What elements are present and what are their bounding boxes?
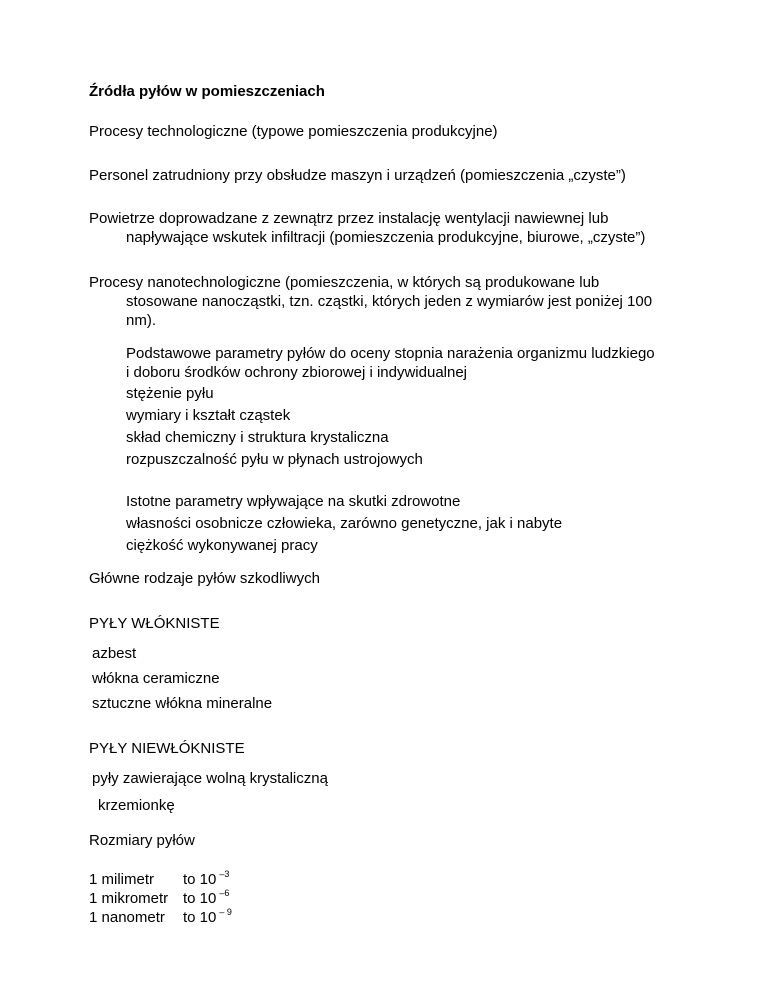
paragraph-line: napływające wskutek infiltracji (pomieszczenia produkcyjne, biurowe, „czyste”) [126,229,646,246]
fibrous-dusts-heading: PYŁY WŁÓKNISTE [89,615,220,632]
size-exponent: –3 [219,869,230,879]
list-item: krzemionkę [98,797,175,814]
list-item: wymiary i kształt cząstek [126,407,291,424]
paragraph-nanotechnology [89,273,689,330]
list-item: własności osobnicze człowieka, zarówno genetyczne, jak i nabyte [126,515,563,532]
size-row [89,889,232,908]
paragraph-line: stosowane nanocząstki, tzn. cząstki, których jeden z wymiarów jest poniżej 100 [126,293,653,310]
size-row [89,870,232,889]
dust-sizes-table [89,870,232,927]
size-unit: 1 milimetr [89,871,155,888]
size-row [89,908,232,927]
list-item: sztuczne włókna mineralne [92,695,273,712]
size-base: to 10 [183,909,217,926]
dust-sizes-heading: Rozmiary pyłów [89,832,195,849]
paragraph-line: Powietrze doprowadzane z zewnątrz przez instalację wentylacji nawiewnej lub [89,210,609,227]
paragraph-technological-processes: Procesy technologiczne (typowe pomieszczenia produkcyjne) [89,123,498,140]
paragraph-supply-air [89,209,689,247]
paragraph-line: nm). [126,312,156,329]
paragraph-personnel: Personel zatrudniony przy obsłudze maszyn i urządzeń (pomieszczenia „czyste”) [89,167,626,184]
paragraph-line: Procesy nanotechnologiczne (pomieszczenia, w których są produkowane lub [89,274,600,291]
list-item: pyły zawierające wolną krystaliczną [92,770,328,787]
non-fibrous-dusts-heading: PYŁY NIEWŁÓKNISTE [89,740,245,757]
size-unit: 1 mikrometr [89,890,169,907]
list-item: stężenie pyłu [126,385,214,402]
list-item: skład chemiczny i struktura krystaliczna [126,429,389,446]
list-item: ciężkość wykonywanej pracy [126,537,318,554]
size-base: to 10 [183,871,217,888]
parameters-heading-line: Podstawowe parametry pyłów do oceny stopnia narażenia organizmu ludzkiego [126,345,655,362]
size-unit: 1 nanometr [89,909,165,926]
list-item: azbest [92,645,137,662]
dust-types-heading: Główne rodzaje pyłów szkodliwych [89,570,320,587]
list-item: włókna ceramiczne [92,670,220,687]
list-item: rozpuszczalność pyłu w płynach ustrojowych [126,451,423,468]
size-exponent: –6 [219,888,230,898]
document-title: Źródła pyłów w pomieszczeniach [89,83,325,100]
parameters-heading-line: i doboru środków ochrony zbiorowej i indywidualnej [126,364,468,381]
health-heading: Istotne parametry wpływające na skutki zdrowotne [126,493,461,510]
size-base: to 10 [183,890,217,907]
size-exponent: – 9 [219,907,232,917]
